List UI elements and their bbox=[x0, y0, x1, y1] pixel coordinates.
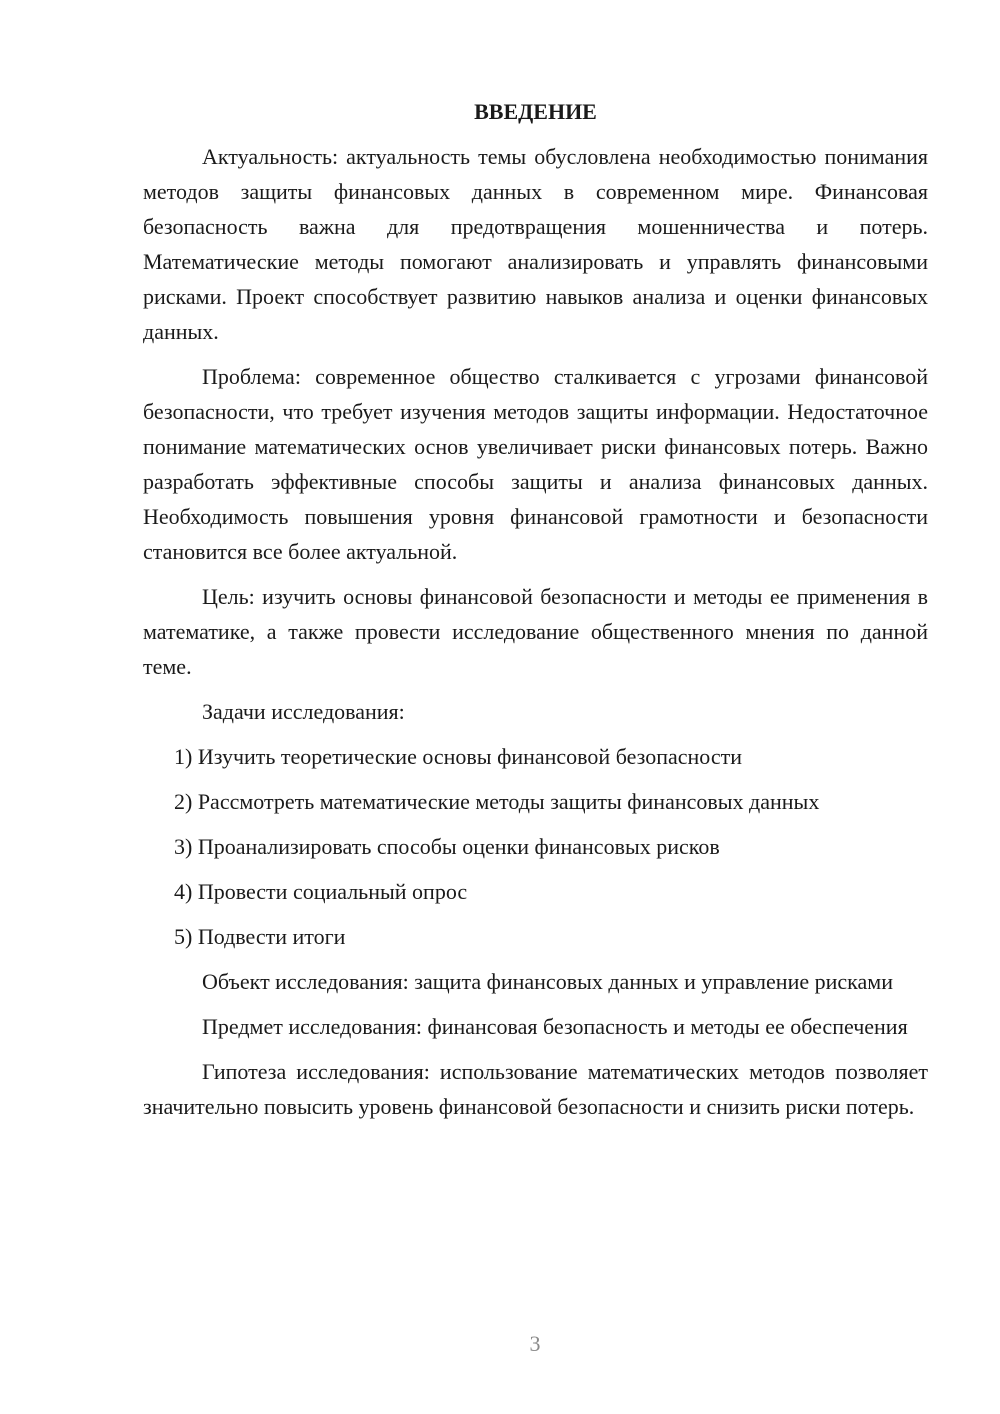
page-content bbox=[143, 94, 928, 1134]
task-item: 3) Проанализировать способы оценки финансовых рисков bbox=[174, 834, 720, 859]
hypothesis-paragraph: Гипотеза исследования: использование математических методов позволяет значительно повысить уровень финансовой безопасности и снизить риски потерь. bbox=[143, 1059, 928, 1119]
problem-paragraph: Проблема: современное общество сталкивается с угрозами финансовой безопасности, что требует изучения методов защиты информации. Недостаточное понимание математических основ увеличивает риски финансовых потерь. Важно разработать эффективные способы защиты и анализа финансовых данных. Необходимость повышения уровня финансовой грамотности и безопасности становится все более актуальной. bbox=[143, 364, 928, 564]
task-list bbox=[143, 739, 928, 954]
task-item: 2) Рассмотреть математические методы защиты финансовых данных bbox=[174, 789, 820, 814]
relevance-paragraph: Актуальность: актуальность темы обусловлена необходимостью понимания методов защиты финансовых данных в современном мире. Финансовая безопасность важна для предотвращения мошенничества и потерь. Математические методы помогают анализировать и управлять финансовыми рисками. Проект способствует развитию навыков анализа и оценки финансовых данных. bbox=[143, 144, 928, 344]
section-title: ВВЕДЕНИЕ bbox=[474, 99, 597, 124]
page-number: 3 bbox=[529, 1331, 541, 1356]
task-item: 4) Провести социальный опрос bbox=[174, 879, 468, 904]
task-item: 5) Подвести итоги bbox=[174, 924, 346, 949]
task-item: 1) Изучить теоретические основы финансовой безопасности bbox=[174, 744, 742, 769]
goal-paragraph: Цель: изучить основы финансовой безопасности и методы ее применения в математике, а также провести исследование общественного мнения по данной теме. bbox=[143, 584, 928, 679]
tasks-heading: Задачи исследования: bbox=[202, 699, 405, 724]
object-paragraph: Объект исследования: защита финансовых данных и управление рисками bbox=[202, 969, 893, 994]
subject-paragraph: Предмет исследования: финансовая безопасность и методы ее обеспечения bbox=[202, 1014, 908, 1039]
